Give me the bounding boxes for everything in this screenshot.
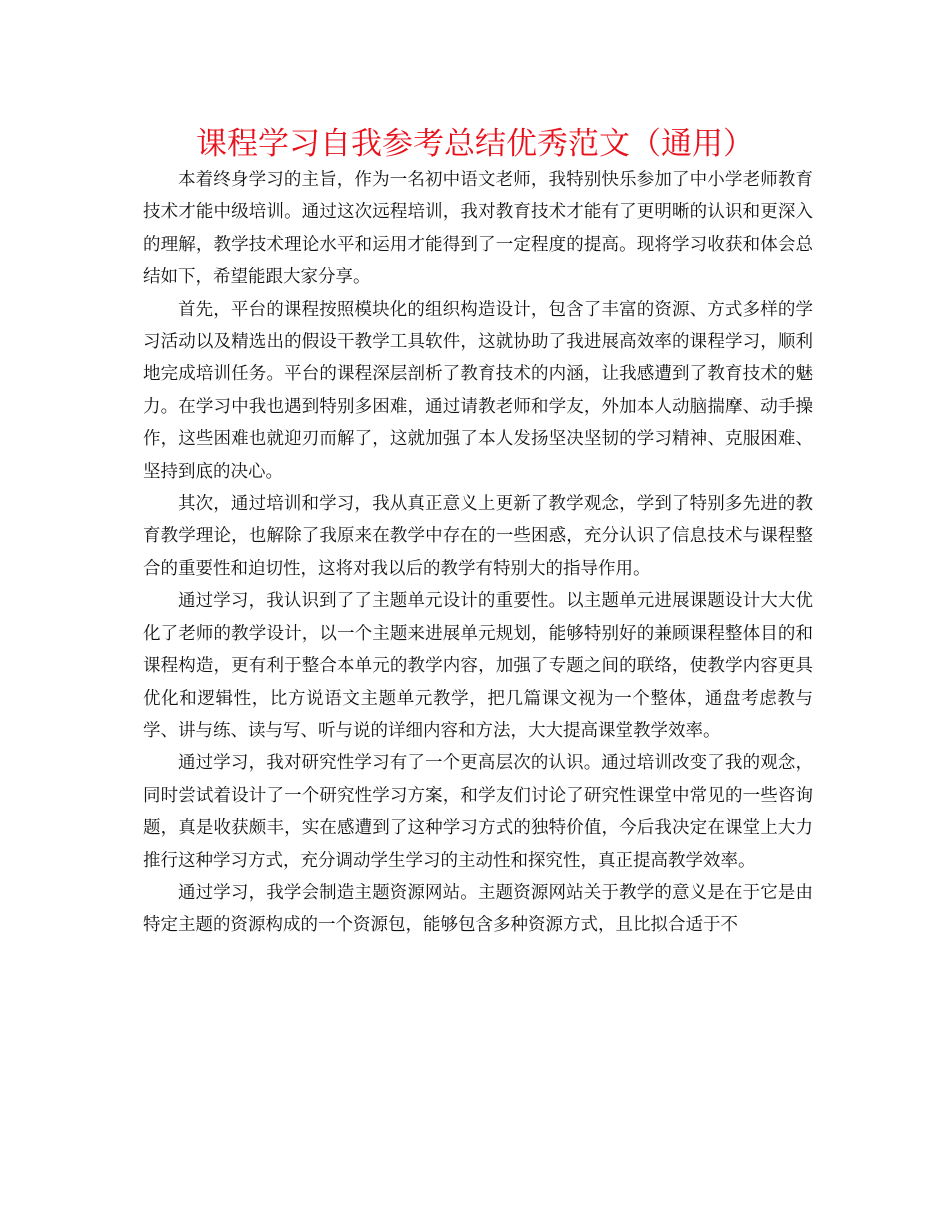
paragraph: 其次，通过培训和学习，我从真正意义上更新了教学观念，学到了特别多先进的教育教学理论，也解除了我原来在教学中存在的一些困惑，充分认识了信息技术与课程整合的重要性和迫切性，这将对我以后的教学有特别大的指导作用。 bbox=[143, 494, 813, 579]
document-body bbox=[143, 164, 813, 942]
document-title: 课程学习自我参考总结优秀范文（通用） bbox=[196, 126, 754, 162]
paragraph: 通过学习，我学会制造主题资源网站。主题资源网站关于教学的意义是在于它是由特定主题的资源构成的一个资源包，能够包含多种资源方式，且比拟合适于不 bbox=[143, 882, 813, 936]
paragraph: 通过学习，我对研究性学习有了一个更高层次的认识。通过培训改变了我的观念，同时尝试着设计了一个研究性学习方案，和学友们讨论了研究性课堂中常见的一些咨询题，真是收获颇丰，实在感遭到了这种学习方式的独特价值，今后我决定在课堂上大力推行这种学习方式，充分调动学生学习的主动性和探究性，真正提高教学效率。 bbox=[143, 753, 813, 871]
paragraph: 通过学习，我认识到了了主题单元设计的重要性。以主题单元进展课题设计大大优化了老师的教学设计，以一个主题来进展单元规划，能够特别好的兼顾课程整体目的和课程构造，更有利于整合本单元的教学内容，加强了专题之间的联络，使教学内容更具优化和逻辑性，比方说语文主题单元教学，把几篇课文视为一个整体，通盘考虑教与学、讲与练、读与写、听与说的详细内容和方法，大大提高课堂教学效率。 bbox=[143, 591, 813, 741]
paragraph: 本着终身学习的主旨，作为一名初中语文老师，我特别快乐参加了中小学老师教育技术才能中级培训。通过这次远程培训，我对教育技术才能有了更明晰的认识和更深入的理解，教学技术理论水平和运用才能得到了一定程度的提高。现将学习收获和体会总结如下，希望能跟大家分享。 bbox=[143, 170, 813, 288]
paragraph: 首先，平台的课程按照模块化的组织构造设计，包含了丰富的资源、方式多样的学习活动以及精选出的假设干教学工具软件，这就协助了我进展高效率的课程学习，顺利地完成培训任务。平台的课程深层剖析了教育技术的内涵，让我感遭到了教育技术的魅力。在学习中我也遇到特别多困难，通过请教老师和学友，外加本人动脑揣摩、动手操作，这些困难也就迎刃而解了，这就加强了本人发扬坚决坚韧的学习精神、克服困难、坚持到底的决心。 bbox=[143, 299, 813, 482]
